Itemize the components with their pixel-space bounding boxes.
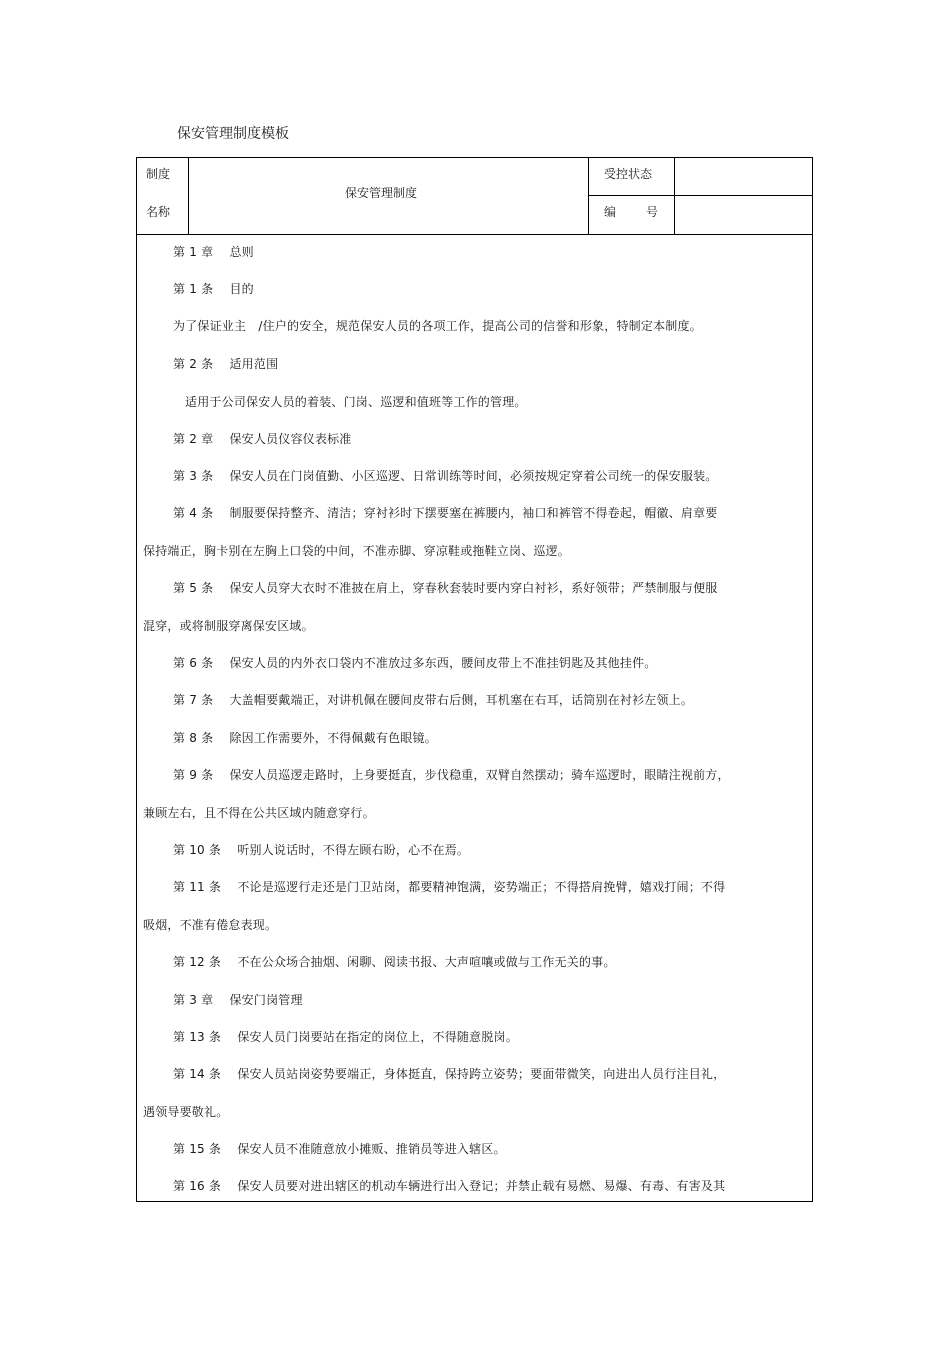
- article-text: 第 7 条 大盖帽要戴端正，对讲机佩在腰间皮带右后侧，耳机塞在右耳，话筒别在衬衫左领上。: [173, 693, 694, 707]
- header-divider-2: [588, 158, 589, 234]
- chapter-heading: 第 3 章 保安门岗管理: [173, 993, 303, 1007]
- article-text: 第 6 条 保安人员的内外衣口袋内不准放过多东西，腰间皮带上不准挂钥匙及其他挂件。: [173, 656, 657, 670]
- chapter-heading: 第 1 章 总则: [173, 245, 254, 259]
- article-heading: 第 1 条 目的: [173, 282, 254, 296]
- article-text: 第 13 条 保安人员门岗要站在指定的岗位上，不得随意脱岗。: [173, 1030, 518, 1044]
- article-text: 第 10 条 听别人说话时，不得左顾右盼，心不在焉。: [173, 843, 470, 857]
- article-text: 为了保证业主 /住户的安全，规范保安人员的各项工作，提高公司的信誉和形象，特制定本制度。: [173, 319, 702, 333]
- article-text-continued: 兼顾左右，且不得在公共区域内随意穿行。: [143, 806, 375, 820]
- article-text: 第 15 条 保安人员不准随意放小摊贩、推销员等进入辖区。: [173, 1142, 506, 1156]
- header-divider-3: [674, 158, 675, 234]
- control-status-label: 受控状态: [604, 167, 653, 181]
- article-text: 第 14 条 保安人员站岗姿势要端正，身体挺直，保持跨立姿势；要面带微笑，向进出人员行注目礼，: [173, 1067, 726, 1081]
- name-label-line2: 名称: [146, 205, 171, 219]
- article-text: 第 3 条 保安人员在门岗值勤、小区巡逻、日常训练等时间，必须按规定穿着公司统一的保安服装。: [173, 469, 718, 483]
- article-text: 第 5 条 保安人员穿大衣时不准披在肩上，穿春秋套装时要内穿白衬衫，系好领带；严禁制服与便服: [173, 581, 718, 595]
- article-text-continued: 遇领导要敬礼。: [143, 1105, 229, 1119]
- chapter-heading: 第 2 章 保安人员仪容仪表标准: [173, 432, 352, 446]
- article-text-continued: 保持端正，胸卡别在左胸上口袋的中间，不准赤脚、穿凉鞋或拖鞋立岗、巡逻。: [143, 544, 571, 558]
- header-divider-1: [188, 158, 189, 234]
- header-bottom-border: [137, 234, 813, 235]
- document-table: [136, 157, 813, 1202]
- document-title: 保安管理制度模板: [177, 126, 289, 142]
- article-text: 第 16 条 保安人员要对进出辖区的机动车辆进行出入登记；并禁止载有易燃、易爆、有毒、有害及其: [173, 1179, 726, 1193]
- number-label: 编 号: [604, 205, 661, 219]
- article-text: 适用于公司保安人员的着装、门岗、巡逻和值班等工作的管理。: [185, 395, 527, 409]
- policy-name: 保安管理制度: [345, 186, 418, 200]
- article-text-continued: 吸烟，不准有倦怠表现。: [143, 918, 278, 932]
- article-text-continued: 混穿，或将制服穿离保安区域。: [143, 619, 314, 633]
- article-text: 第 4 条 制服要保持整齐、清洁；穿衬衫时下摆要塞在裤腰内，袖口和裤管不得卷起，帽徽、肩章要: [173, 506, 718, 520]
- article-text: 第 9 条 保安人员巡逻走路时，上身要挺直，步伐稳重，双臂自然摆动；骑车巡逻时，眼睛注视前方，: [173, 768, 730, 782]
- header-row-divider: [588, 195, 813, 196]
- article-text: 第 11 条 不论是巡逻行走还是门卫站岗，都要精神饱满，姿势端正；不得搭肩挽臂，嬉戏打闹；不得: [173, 880, 726, 894]
- article-text: 第 12 条 不在公众场合抽烟、闲聊、阅读书报、大声喧嚷或做与工作无关的事。: [173, 955, 616, 969]
- article-heading: 第 2 条 适用范围: [173, 357, 279, 371]
- article-text: 第 8 条 除因工作需要外，不得佩戴有色眼镜。: [173, 731, 437, 745]
- name-label-line1: 制度: [146, 167, 171, 181]
